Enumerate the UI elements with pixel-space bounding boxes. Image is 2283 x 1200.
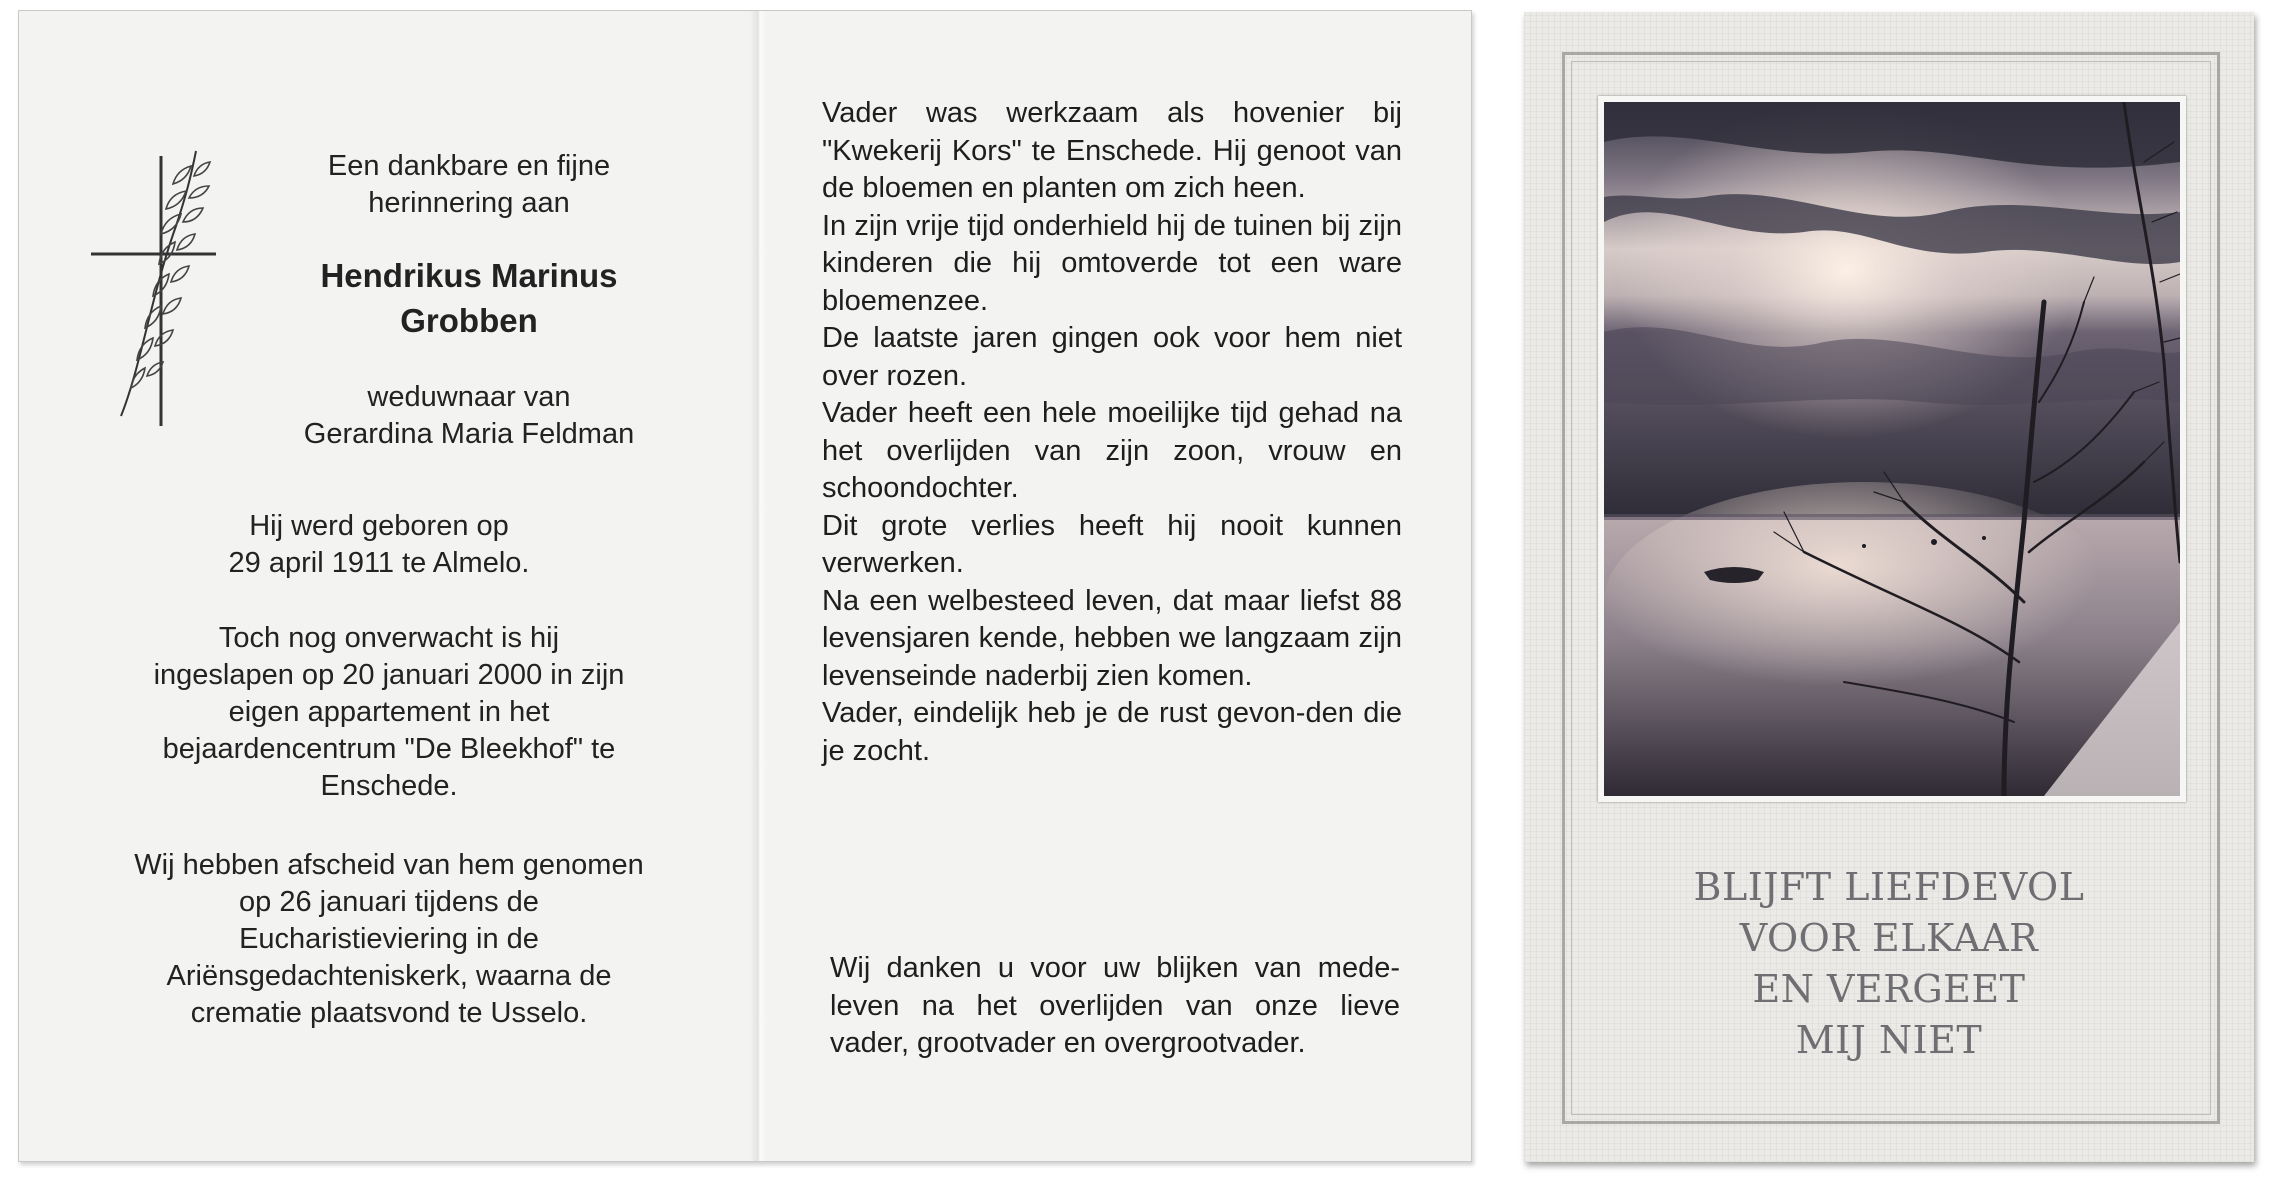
intro-line: Een dankbare en fijne: [327, 150, 611, 182]
sunset-lake-photo: [1598, 96, 2186, 802]
bio-paragraph: Na een welbesteed leven, dat maar liefst 88 levensjaren kende, hebben we langzaam zijn levenseinde naderbij zien komen.: [822, 584, 1402, 692]
death-text: [119, 620, 659, 805]
bio-paragraph: Vader heeft een hele moeilijke tijd gehad na het overlijden van zijn zoon, vrouw en schoondochter.: [822, 397, 1402, 504]
verse-line: VOOR ELKAAR: [1739, 916, 2039, 960]
death-line: Enschede.: [320, 770, 458, 802]
death-line: bejaardencentrum "De Bleekhof" te: [162, 733, 616, 765]
name-line: Grobben: [400, 302, 538, 339]
farewell-line: Ariënsgedachteniskerk, waarna de: [166, 960, 612, 992]
farewell-line: op 26 januari tijdens de: [239, 886, 539, 918]
name-line: Hendrikus Marinus: [320, 257, 618, 294]
cross-with-branch-icon: [91, 136, 241, 436]
birth-text: [169, 508, 589, 582]
cover-verse: [1604, 862, 2174, 1066]
bio-paragraph: Vader, eindelijk heb je de rust gevon-den die je zocht.: [822, 697, 1402, 767]
bio-paragraph: De laatste jaren gingen ook voor hem niet over rozen.: [822, 322, 1402, 392]
bio-paragraph: Vader was werkzaam als hovenier bij "Kwekerij Kors" te Enschede. Hij genoot van de bloemen en planten om zich heen.: [822, 97, 1402, 204]
farewell-line: Wij hebben afscheid van hem genomen: [134, 849, 644, 881]
memorial-card-cover: [1524, 12, 2254, 1162]
verse-line: EN VERGEET: [1752, 967, 2026, 1011]
farewell-line: crematie plaatsvond te Usselo.: [190, 997, 588, 1029]
deceased-name: [249, 253, 689, 343]
sunset-lake-image: [1604, 102, 2180, 796]
card-fold: [750, 11, 768, 1161]
death-line: Toch nog onverwacht is hij: [218, 622, 560, 654]
death-line: ingeslapen op 20 januari 2000 in zijn: [153, 659, 625, 691]
spouse-line: weduwnaar van: [367, 381, 571, 413]
farewell-line: Eucharistieviering in de: [239, 923, 539, 955]
bio-paragraph: Dit grote verlies heeft hij nooit kunnen verwerken.: [822, 509, 1402, 579]
bio-paragraph: In zijn vrije tijd onderhield hij de tuinen bij zijn kinderen die hij omtoverde tot een ware bloemenzee.: [822, 209, 1402, 317]
thanks-text: Wij danken u voor uw blijken van mede-leven na het overlijden van onze lieve vader, grootvader en overgrootvader.: [830, 952, 1400, 1059]
farewell-text: [99, 847, 679, 1032]
birth-line: Hij werd geboren op: [249, 510, 509, 542]
spouse-text: [249, 379, 689, 453]
birth-line: 29 april 1911 te Almelo.: [228, 547, 530, 579]
spouse-line: Gerardina Maria Feldman: [303, 418, 635, 450]
biography-text: [822, 95, 1402, 770]
intro-line: herinnering aan: [368, 187, 570, 219]
death-line: eigen appartement in het: [228, 696, 550, 728]
intro-text: [269, 148, 669, 222]
verse-line: BLIJFT LIEFDEVOL: [1693, 865, 2085, 909]
left-page: [19, 11, 750, 1161]
verse-line: MIJ NIET: [1795, 1018, 1983, 1062]
